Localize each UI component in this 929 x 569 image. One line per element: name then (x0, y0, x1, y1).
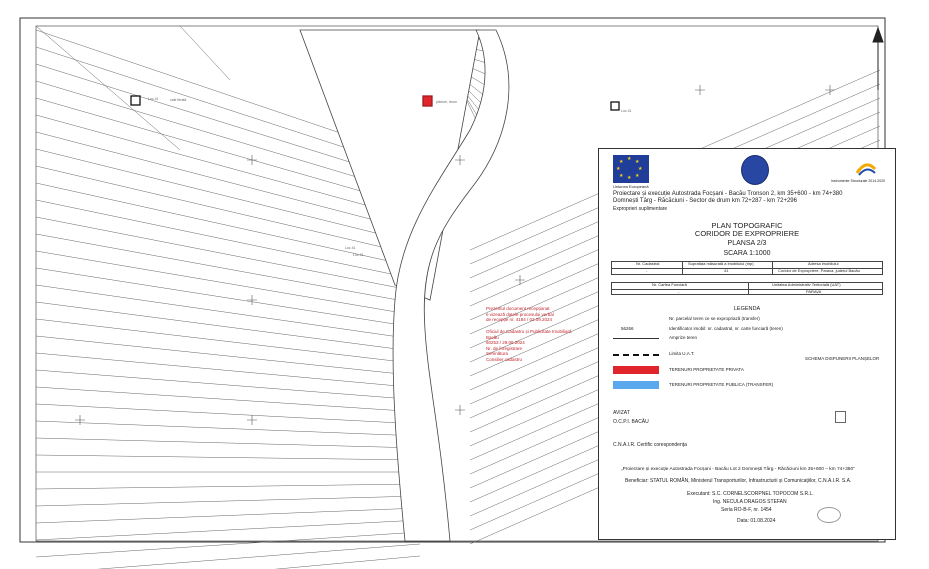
table-header: Adresa imobilului (808, 261, 839, 266)
legend-label: TERENURI PROPRIETATE PRIVATA (669, 367, 744, 372)
legend-label: TERENURI PROPRIETATE PUBLICA (TRANSFER) (669, 382, 774, 387)
parcel-line (36, 532, 420, 557)
parcel-line (180, 26, 230, 80)
grid-cross (247, 155, 257, 165)
map-label: cale ferată (170, 98, 187, 102)
table-header: Nr. Cadastral (636, 261, 660, 266)
map-label: Loc 41 (148, 97, 159, 101)
stamp-line: Oficiul de Cadastru și Publicitate Imobiliară (486, 328, 572, 334)
map-label: Loc 41 (621, 109, 632, 113)
legend-label: Identificator imobil: nr. cadastral, nr. carte funciară (teren) (669, 326, 783, 331)
schema-box (835, 411, 846, 423)
stamp-line: e vizează datele procesului verbal (486, 311, 554, 317)
parcel-line (36, 336, 420, 376)
footer-project: „Proiectare și execuție Autostrada Focșani - Bacău Lot 2 Domnești Târg - Răcăciuni km 35+600 – km 74+380” (621, 467, 855, 472)
engineer: Ing. NECULA DRAGOS STEFAN (713, 499, 787, 505)
parcel-line (36, 520, 420, 540)
parcel-line (36, 251, 420, 316)
stamp-line: 60253 / 29.08.2024 (486, 340, 525, 346)
stamp-line: de recepție nr. 4184 / 02.09.2024 (486, 317, 553, 323)
ocpi-label: O.C.P.I. BACĂU (613, 419, 649, 425)
parcel-line (36, 421, 420, 436)
parcel-line (36, 387, 420, 412)
stamp-line: Semnătura (486, 351, 509, 357)
grid-cross (455, 405, 465, 415)
legend-private-swatch (613, 366, 659, 374)
parcel-line (36, 26, 180, 150)
grid-cross (695, 85, 705, 95)
table-cell: 41 (724, 268, 729, 273)
legend-public-swatch (613, 381, 659, 389)
legend-label: Limita U.A.T. (669, 351, 695, 356)
project-line-2: Domnești Târg - Răcăciuni - Sector de drum km 72+287 - km 72+296 (613, 198, 797, 204)
legend-uat-swatch (613, 354, 659, 356)
parcel-line (36, 302, 420, 352)
logo3-label: Instrumente Structurale 2014-2020 (831, 179, 886, 183)
parcel-line (36, 268, 420, 328)
map-label: pădure, drum (436, 100, 457, 104)
table-cell: Coridor de Expropriere, Parava, județul Bacău (778, 268, 860, 273)
eu-label: Uniunea Europeană (613, 184, 649, 189)
parcel-table (611, 261, 883, 275)
legend-boundary-swatch (613, 338, 659, 339)
legend-label: Amprize teren (669, 335, 698, 340)
parcel-line (36, 556, 420, 569)
sheet-subtitle: Exproprieri suplimentare (613, 206, 668, 212)
structural-funds-logo-icon (855, 159, 877, 177)
grid-cross (247, 415, 257, 425)
sheet-scale: SCARA 1:1000 (723, 250, 771, 257)
legend-label: Nr. parcela/ teren ce se expropriază (transfer) (669, 316, 760, 321)
project-line-1: Proiectare și execuție Autostrada Focșani - Bacău Tronson 2, km 35+600 - km 74+380 (613, 191, 843, 197)
table-cell: PARAVA (806, 289, 822, 294)
cnair-label: C.N.A.I.R. Certific corespondența (613, 442, 687, 448)
table-cell: - (678, 289, 680, 294)
signature-stamp (817, 507, 841, 523)
cf-table (611, 282, 883, 295)
reception-stamp (486, 306, 584, 384)
north-arrow (873, 28, 883, 90)
sheet-title-2: CORIDOR DE EXPROPRIERE (694, 229, 800, 238)
sheet-title: PLAN TOPOGRAFIC (711, 221, 783, 230)
stamp-line: Consilier cadastru (486, 357, 523, 362)
parcel-line (36, 508, 420, 523)
parcel-line (36, 484, 420, 489)
parcel-line (36, 544, 420, 569)
table-cell: - (646, 268, 648, 273)
table-header: Nr. Cartea Funciară (652, 282, 687, 287)
title-block (598, 148, 896, 540)
beneficiar: Beneficiar: STATUL ROMÂN, Ministerul Transporturilor, Infrastructurii și Comunicațiilor, C.N.A.I.R. S.A. (625, 478, 852, 484)
corridor (300, 30, 509, 541)
grid-cross (515, 275, 525, 285)
parcel-line (36, 319, 420, 364)
schema-label: SCHEMA DISPUNERII PLANȘELOR (805, 356, 880, 361)
table-header: Unitatea Administrativ Teritorială (UAT) (772, 282, 841, 287)
map-label: Loc 41 (345, 246, 356, 250)
parcel-line (36, 496, 420, 506)
parcel-line (36, 200, 420, 280)
stamp-line: Prezentul document recepționat (486, 306, 550, 311)
avizat-label: AVIZAT (613, 410, 630, 416)
parcel-line (36, 370, 420, 400)
legend-title: LEGENDA (733, 306, 761, 312)
executant: Executant: S.C. CORNELSCORPNEL TOPOCOM S.R.L. (687, 491, 814, 497)
map-label: Loc 41 (353, 253, 364, 257)
parcel-line (36, 438, 420, 448)
grid-cross (75, 415, 85, 425)
stamp-line: Nr. de înregistrare (486, 345, 523, 351)
stamp-line: Bacău (486, 334, 499, 340)
parcel-line (36, 404, 420, 424)
date: Data: 01.08.2024 (737, 518, 776, 524)
autorizatie: Seria RO-B-F, nr. 1454 (721, 507, 772, 513)
sheet-number: PLANSA 2/3 (727, 240, 767, 247)
romania-crest-icon (741, 155, 769, 185)
legend-code: 56266 (621, 326, 634, 331)
grid-cross (247, 295, 257, 305)
parcel-line (36, 455, 420, 460)
table-header: Suprafața măsurată a imobilului (mp) (688, 261, 754, 266)
parcel-line (36, 353, 420, 388)
eu-flag-icon: ★ ★ ★ ★ ★ ★ ★ ★ (613, 155, 649, 183)
